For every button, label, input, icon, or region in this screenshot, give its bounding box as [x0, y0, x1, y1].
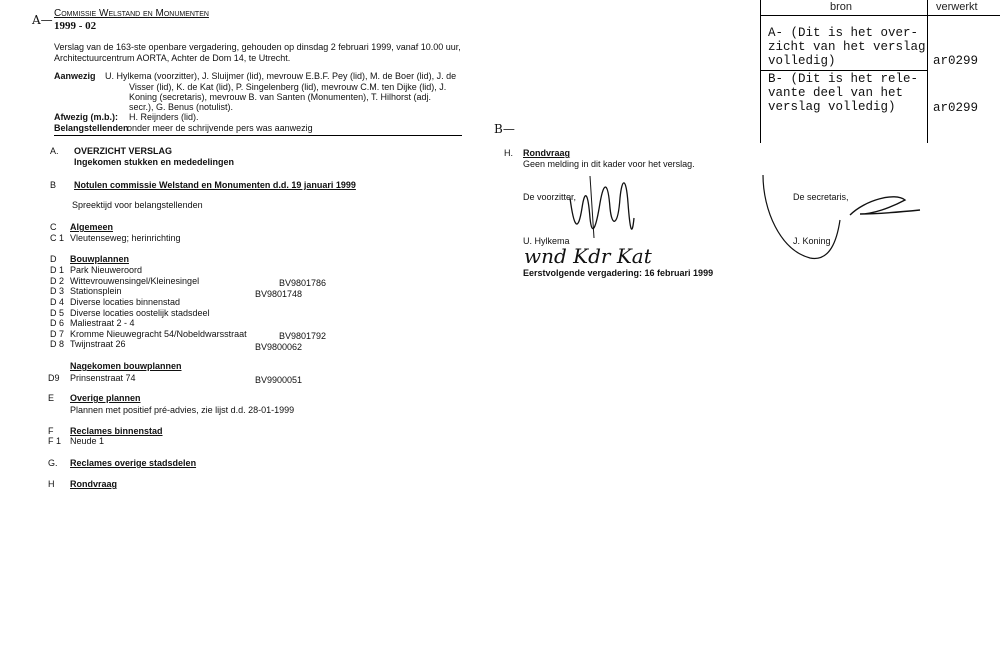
list-item-code: D 5 [50, 308, 65, 318]
interested-value: onder meer de schrijvende pers was aanwezig [127, 123, 313, 133]
list-item-text: Stationsplein [70, 286, 122, 296]
secretary-signature-icon [755, 170, 945, 265]
present-label: Aanwezig [54, 71, 96, 81]
agenda-d-code: D [50, 254, 57, 264]
list-item-code: D 6 [50, 318, 65, 328]
present-line-2: Visser (lid), K. de Kat (lid), P. Singelenberg (lid), mevrouw C.M. ten Dijke (lid), J. [129, 82, 447, 92]
chair-handwritten-note: wnd Kdr Kat [524, 244, 652, 268]
agenda-c1-code: C 1 [50, 233, 65, 243]
present-line-1: U. Hylkema (voorzitter), J. Sluijmer (lid), mevrouw E.B.F. Pey (lid), M. de Boer (lid), J. de [105, 71, 457, 81]
row-b-line-2: vante deel van het [768, 86, 904, 100]
interested-label: Belangstellenden [54, 123, 129, 133]
table-border-middle [927, 0, 928, 143]
b-h-text: Geen melding in dit kader voor het verslag. [523, 159, 695, 169]
agenda-h-title: Rondvraag [70, 479, 118, 489]
b-h-title: Rondvraag [523, 148, 571, 158]
header-divider [54, 135, 462, 136]
agenda-b-subtitle: Spreektijd voor belangstellenden [72, 200, 203, 210]
present-line-4: secr.), G. Benus (notulist). [129, 102, 234, 112]
agenda-h-code: H [48, 479, 55, 489]
agenda-f1-code: F 1 [48, 436, 62, 446]
report-number: 1999 - 02 [54, 20, 97, 32]
agenda-d-title: Bouwplannen [70, 254, 129, 264]
marker-a: A— [32, 13, 53, 27]
agenda-a-code: A. [50, 146, 59, 156]
commission-name: Commissie Welstand en Monumenten [54, 8, 209, 19]
absent-label: Afwezig (m.b.): [54, 112, 118, 122]
row-a-line-1: A- (Dit is het over- [768, 26, 919, 40]
row-divider [760, 70, 927, 71]
agenda-e-subtitle: Plannen met positief pré-advies, zie lijst d.d. 28-01-1999 [70, 405, 295, 415]
col-header-source: bron [830, 1, 853, 13]
agenda-a-subtitle: Ingekomen stukken en mededelingen [74, 157, 235, 167]
list-item-text: Diverse locaties binnenstad [70, 297, 181, 307]
chair-label: De voorzitter, [523, 192, 577, 202]
row-a-line-2: zicht van het verslag [768, 40, 926, 54]
present-line-3: Koning (secretaris), mevrouw B. van Santen (Monumenten), T. Hilhorst (adj. [129, 92, 431, 102]
table-border-left [760, 0, 761, 143]
list-item-code: D 4 [50, 297, 65, 307]
b-h-code: H. [504, 148, 513, 158]
chair-name: U. Hylkema [523, 236, 570, 246]
next-meeting: Eerstvolgende vergadering: 16 februari 1999 [523, 268, 714, 278]
intro-line-1: Verslag van de 163-ste openbare vergadering, gehouden op dinsdag 2 februari 1999, vanaf 10.00 uur, [54, 42, 461, 52]
list-item-text: Wittevrouwensingel/Kleinesingel [70, 276, 200, 286]
marker-b: B— [494, 122, 515, 136]
row-b-line-3: verslag volledig) [768, 100, 896, 114]
list-item-code: D 1 [50, 265, 65, 275]
row-a-line-3: volledig) [768, 54, 836, 68]
agenda-late-title: Nagekomen bouwplannen [70, 361, 182, 371]
row-b-line-1: B- (Dit is het rele- [768, 72, 919, 86]
agenda-d9-text: Prinsenstraat 74 [70, 373, 136, 383]
list-item-code: D 2 [50, 276, 65, 286]
list-item-text: Maliestraat 2 - 4 [70, 318, 135, 328]
intro-line-2: Architectuurcentrum AORTA, Achter de Dom 14, te Utrecht. [54, 53, 291, 63]
row-a-ref: ar0299 [933, 54, 979, 68]
list-item-text: Diverse locaties oostelijk stadsdeel [70, 308, 210, 318]
agenda-f-code: F [48, 426, 54, 436]
agenda-c-code: C [50, 222, 57, 232]
agenda-b-code: B [50, 180, 57, 190]
chair-signature-icon [560, 168, 670, 253]
agenda-e-code: E [48, 393, 55, 403]
agenda-c1-text: Vleutenseweg; herinrichting [70, 233, 181, 243]
agenda-b-title: Notulen commissie Welstand en Monumenten d.d. 19 januari 1999 [74, 180, 356, 190]
agenda-g-code: G. [48, 458, 58, 468]
list-item-code: D 7 [50, 329, 65, 339]
agenda-c-title: Algemeen [70, 222, 114, 232]
agenda-f-title: Reclames binnenstad [70, 426, 163, 436]
agenda-d9-ref: BV9900051 [255, 375, 303, 385]
secretary-name: J. Koning [793, 236, 831, 246]
list-item-ref: BV9800062 [255, 342, 303, 352]
list-item-text: Park Nieuweroord [70, 265, 143, 275]
col-header-processed: verwerkt [936, 1, 978, 13]
secretary-label: De secretaris, [793, 192, 849, 202]
agenda-g-title: Reclames overige stadsdelen [70, 458, 197, 468]
table-header-divider [760, 15, 1000, 16]
list-item-text: Twijnstraat 26 [70, 339, 126, 349]
absent-value: H. Reijnders (lid). [129, 112, 199, 122]
agenda-f1-text: Neude 1 [70, 436, 105, 446]
list-item-ref: BV9801786 [279, 278, 327, 288]
list-item-code: D 3 [50, 286, 65, 296]
agenda-d9-code: D9 [48, 373, 60, 383]
row-b-ref: ar0299 [933, 101, 979, 115]
list-item-text: Kromme Nieuwegracht 54/Nobeldwarsstraat [70, 329, 247, 339]
agenda-a-title: OVERZICHT VERSLAG [74, 146, 173, 156]
list-item-ref: BV9801748 [255, 289, 303, 299]
list-item-ref: BV9801792 [279, 331, 327, 341]
agenda-e-title: Overige plannen [70, 393, 141, 403]
list-item-code: D 8 [50, 339, 65, 349]
